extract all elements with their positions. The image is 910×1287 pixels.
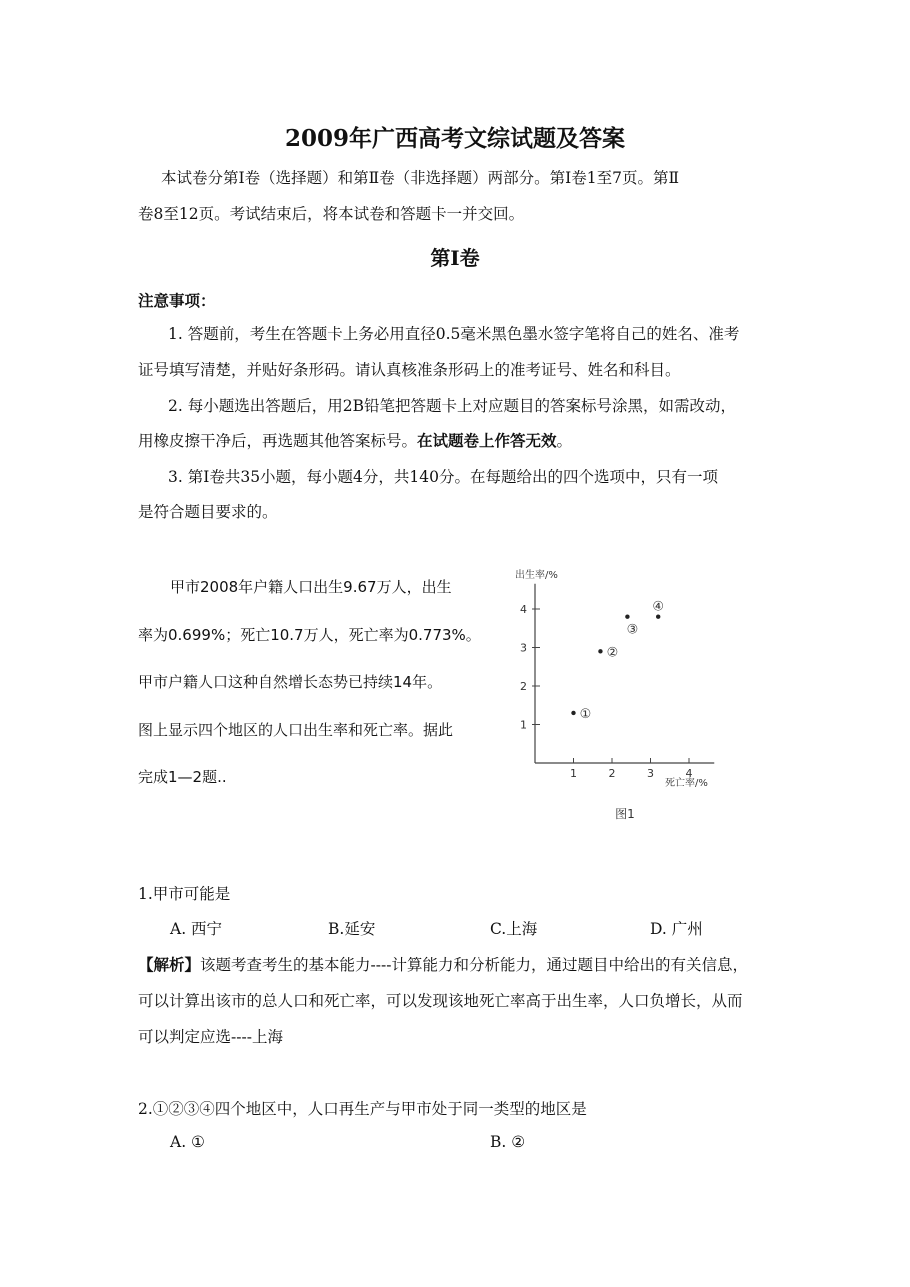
chart-x-tick-label: 3 (647, 767, 654, 780)
chart-title: 图1 (615, 807, 635, 821)
chart-x-tick-label: 2 (608, 767, 616, 780)
q1-option-c: C.上海 (490, 920, 538, 938)
passage-line-1: 甲市2008年户籍人口出生9.67万人，出生 (170, 578, 452, 596)
notice-item-2-line-2 (138, 429, 572, 451)
q1-option-b: B.延安 (328, 920, 376, 938)
birth-death-rate-chart (495, 560, 740, 830)
intro-line-1: 本试卷分第Ⅰ卷（选择题）和第Ⅱ卷（非选择题）两部分。第Ⅰ卷1至7页。第Ⅱ (161, 169, 680, 187)
analysis-line-3: 可以判定应选----上海 (138, 1028, 283, 1046)
notice-item-2-plain: 用橡皮擦干净后，再选题其他答案标号。 (138, 432, 418, 450)
chart-y-tick-label: 1 (520, 718, 527, 732)
section-title: 第Ⅰ卷 (430, 246, 480, 270)
analysis-line-1 (138, 953, 748, 975)
analysis-label: 【解析】 (138, 955, 201, 974)
passage-line-4: 图上显示四个地区的人口出生率和死亡率。据此 (138, 721, 454, 739)
chart-y-tick-label: 3 (520, 641, 527, 655)
q1-option-a: A. 西宁 (170, 920, 223, 938)
passage-line-5: 完成1—2题.. (138, 768, 227, 786)
chart-y-label: 出生率/% (515, 570, 558, 581)
notice-item-1-line-1: 1. 答题前，考生在答题卡上务必用直径0.5毫米黑色墨水签字笔将自己的姓名、准考 (168, 325, 740, 343)
chart-x-label: 死亡率/% (665, 778, 708, 789)
q1-option-d: D. 广州 (650, 920, 703, 938)
chart-point-label: ④ (652, 599, 665, 615)
chart-x-tick-label: 1 (570, 767, 577, 780)
chart-point (598, 649, 602, 653)
chart-point (625, 615, 629, 619)
document-title: 2009年广西高考文综试题及答案 (284, 125, 625, 152)
q1-stem: 1.甲市可能是 (138, 885, 231, 903)
passage-line-3: 甲市户籍人口这种自然增长态势已持续14年。 (138, 673, 443, 691)
q2-stem: 2.①②③④四个地区中，人口再生产与甲市处于同一类型的地区是 (138, 1100, 587, 1118)
chart-y-tick-label: 2 (520, 680, 527, 693)
analysis-line-2: 可以计算出该市的总人口和死亡率，可以发现该地死亡率高于出生率，人口负增长，从而 (138, 992, 743, 1010)
notice-item-1-line-2: 证号填写清楚，并贴好条形码。请认真核准条形码上的准考证号、姓名和科目。 (138, 361, 681, 379)
notice-item-2-bold: 在试题卷上作答无效 (417, 431, 557, 450)
chart-y-tick-label: 4 (520, 603, 527, 616)
notice-item-2-line-1: 2. 每小题选出答题后，用2B铅笔把答题卡上对应题目的答案标号涂黑，如需改动， (168, 397, 736, 415)
chart-point-label: ① (579, 706, 592, 722)
analysis-text-1: 该题考查考生的基本能力----计算能力和分析能力，通过题目中给出的有关信息， (200, 956, 748, 974)
notice-item-3-line-1: 3. 第Ⅰ卷共35小题，每小题4分，共140分。在每题给出的四个选项中，只有一项 (168, 468, 719, 486)
chart-point-label: ② (606, 645, 619, 661)
notice-item-2-end: 。 (556, 432, 573, 450)
passage-line-2: 率为0.699%；死亡10.7万人，死亡率为0.773%。 (138, 626, 481, 644)
intro-line-2: 卷8至12页。考试结束后，将本试卷和答题卡一并交回。 (138, 205, 525, 223)
notice-item-3-line-2: 是符合题目要求的。 (138, 503, 278, 521)
chart-point (571, 711, 575, 715)
chart-point-label: ③ (626, 622, 639, 638)
notice-heading: 注意事项： (138, 291, 216, 310)
q2-option-a: A. ① (170, 1133, 205, 1151)
q2-option-b: B. ② (490, 1133, 526, 1151)
chart-point (656, 615, 660, 619)
chart-x-tick-label: 4 (685, 767, 693, 780)
